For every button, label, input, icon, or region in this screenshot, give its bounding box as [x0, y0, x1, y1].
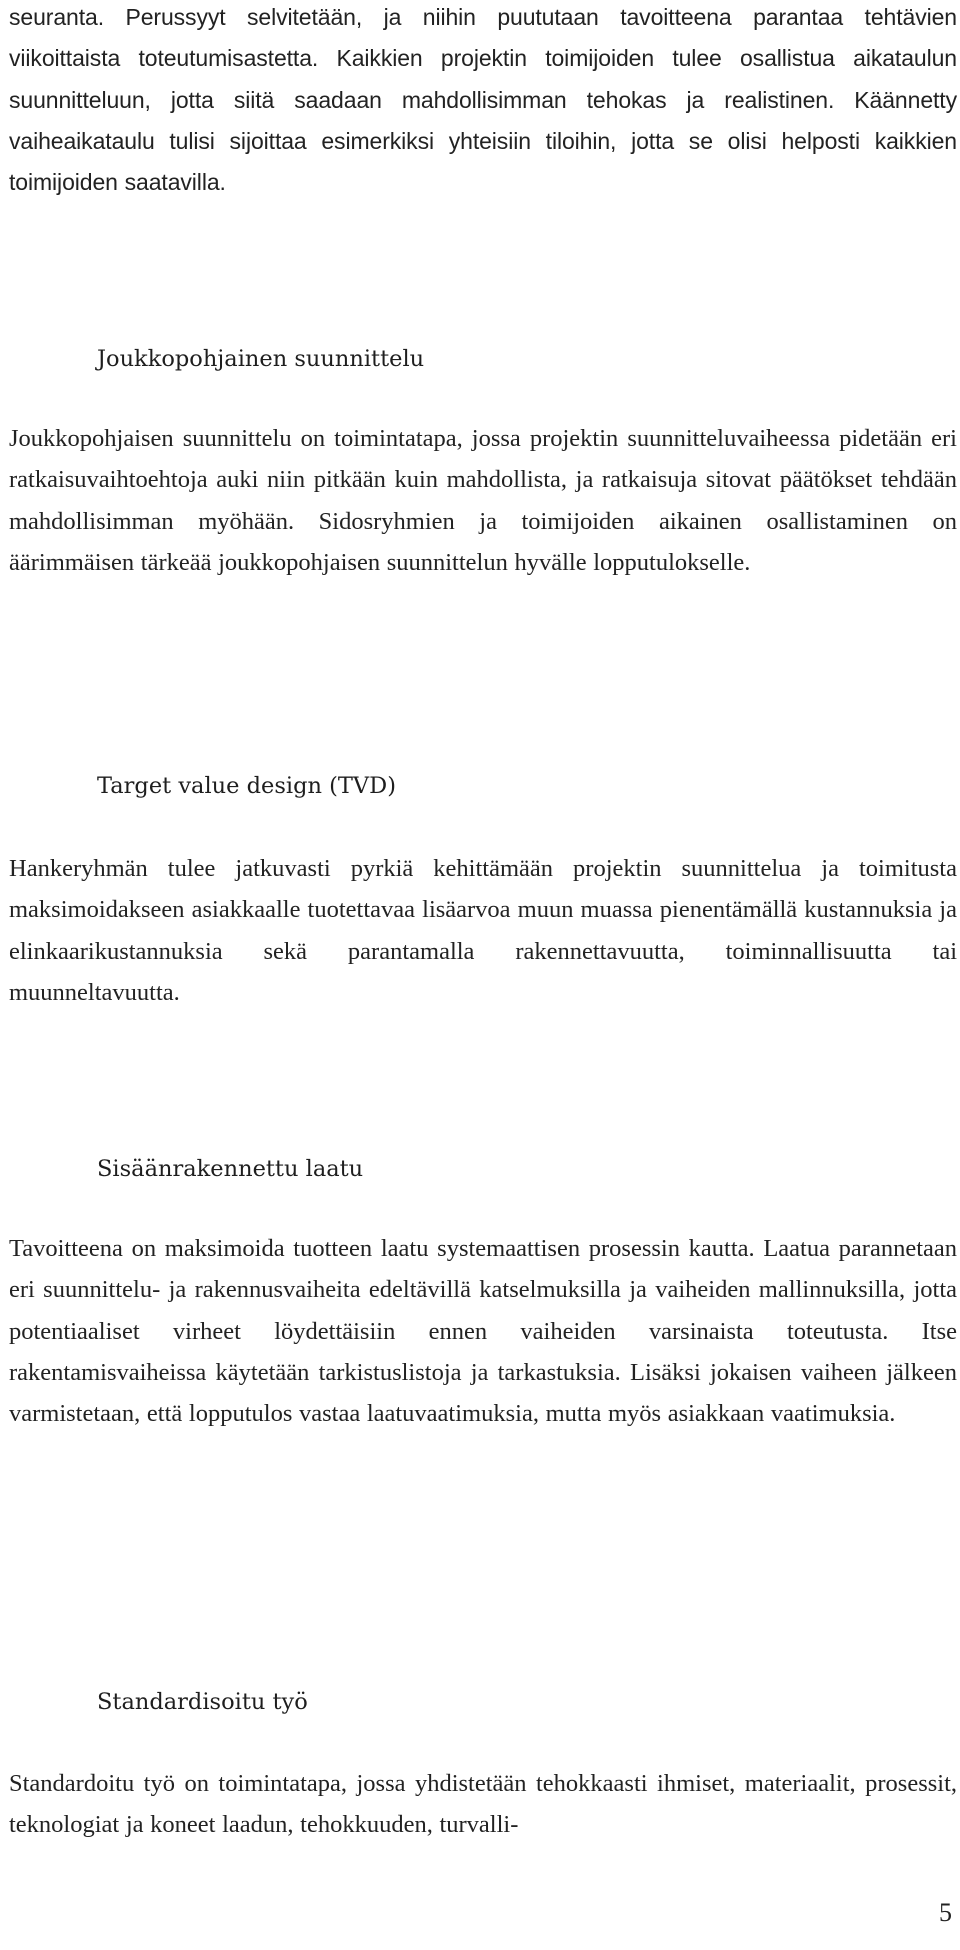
- page-number: 5: [939, 1898, 952, 1927]
- section-heading-joukkopohjainen: Joukkopohjainen suunnittelu: [97, 346, 425, 372]
- section-paragraph-tvd: Hankeryhmän tulee jatkuvasti pyrkiä kehittämään projektin suunnittelua ja toimitusta maksimoidakseen asiakkaalle tuotettavaa lisäarvoa muun muassa pienentämällä kustannuksia ja elinkaarikustannuksia sekä parantamalla rakennettavuutta, toiminnallisuutta tai muunneltavuutta.: [9, 855, 957, 1006]
- section-paragraph-joukkopohjainen: Joukkopohjaisen suunnittelu on toimintatapa, jossa projektin suunnitteluvaiheessa pidetään eri ratkaisuvaihtoehtoja auki niin pitkään kuin mahdollista, ja ratkaisuja sitovat päätökset tehdään mahdollisimman myöhään. Sidosryhmien ja toimijoiden aikainen osallistaminen on äärimmäisen tärkeää joukkopohjaisen suunnittelun hyvälle lopputulokselle.: [9, 425, 957, 576]
- section-heading-sisaanrakennettu-laatu: Sisäänrakennettu laatu: [97, 1156, 364, 1182]
- section-paragraph-standardisoitu-tyo: Standardoitu työ on toimintatapa, jossa yhdistetään tehokkaasti ihmiset, materiaalit, prosessit, teknologiat ja koneet laadun, tehokkuuden, turvalli-: [9, 1770, 957, 1839]
- section-heading-standardisoitu-tyo: Standardisoitu työ: [97, 1689, 308, 1715]
- section-paragraph-sisaanrakennettu-laatu: Tavoitteena on maksimoida tuotteen laatu systemaattisen prosessin kautta. Laatua parannetaan eri suunnittelu- ja rakennusvaiheita edeltävillä katselmuksilla ja vaiheiden mallinnuksilla, jotta potentiaaliset virheet löydettäisiin ennen vaiheiden varsinaista toteutusta. Itse rakentamisvaiheissa käytetään tarkistuslistoja ja tarkastuksia. Lisäksi jokaisen vaiheen jälkeen varmistetaan, että lopputulos vastaa laatuvaatimuksia, mutta myös asiakkaan vaatimuksia.: [9, 1235, 957, 1428]
- section-heading-tvd: Target value design (TVD): [97, 773, 396, 799]
- intro-paragraph: seuranta. Perussyyt selvitetään, ja niihin puututaan tavoitteena parantaa tehtävien viikoittaista toteutumisastetta. Kaikkien projektin toimijoiden tulee osallistua aikataulun suunnitteluun, jotta siitä saadaan mahdollisimman tehokas ja realistinen. Käännetty vaiheaikataulu tulisi sijoittaa esimerkiksi yhteisiin tiloihin, jotta se olisi helposti kaikkien toimijoiden saatavilla.: [9, 4, 957, 196]
